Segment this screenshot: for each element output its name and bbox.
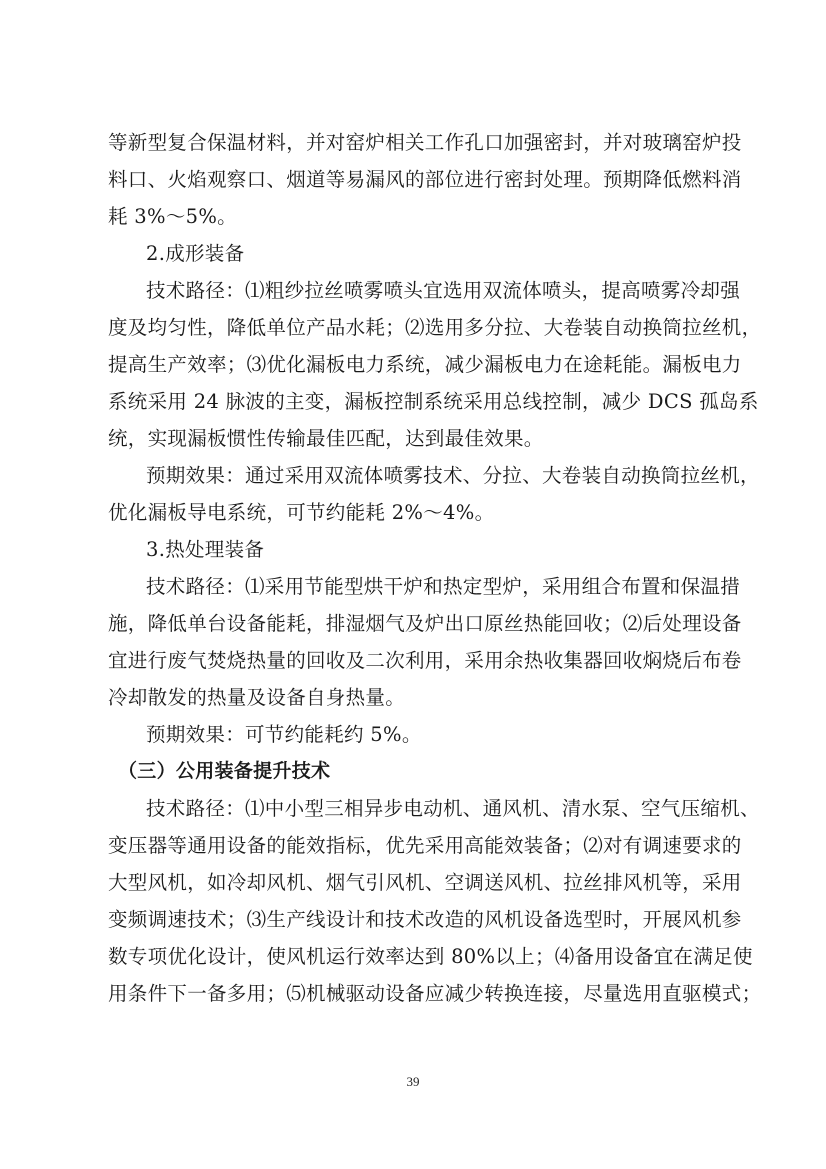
text-line: 施，降低单台设备能耗，排湿烟气及炉出口原丝热能回收；⑵后处理设备 (108, 612, 742, 635)
text-line: 用条件下一备多用；⑸机械驱动设备应减少转换连接，尽量选用直驱模式； (108, 982, 762, 1005)
text-line: 预期效果：可节约能耗约 5%。 (146, 723, 422, 746)
text-line: 统，实现漏板惯性传输最佳匹配，达到最佳效果。 (108, 427, 544, 450)
text-line: 数专项优化设计，使风机运行效率达到 80%以上；⑷备用设备宜在满足使 (108, 945, 753, 968)
text-line: 变压器等通用设备的能效指标，优先采用高能效装备；⑵对有调速要求的 (108, 834, 742, 857)
text-line: 料口、火焰观察口、烟道等易漏风的部位进行密封处理。预期降低燃料消 (108, 168, 742, 191)
section-subheading: 2.成形装备 (146, 242, 245, 265)
text-line: 优化漏板导电系统，可节约能耗 2%～4%。 (108, 501, 495, 524)
text-line: 度及均匀性，降低单位产品水耗；⑵选用多分拉、大卷装自动换筒拉丝机， (108, 316, 762, 339)
text-line: 提高生产效率；⑶优化漏板电力系统，减少漏板电力在途耗能。漏板电力 (108, 353, 742, 376)
section-subheading: 3.热处理装备 (146, 538, 265, 561)
text-line: 宜进行废气焚烧热量的回收及二次利用，采用余热收集器回收焖烧后布卷 (108, 649, 742, 672)
section-heading: （三）公用装备提升技术 (118, 760, 331, 782)
text-line: 等新型复合保温材料，并对窑炉相关工作孔口加强密封，并对玻璃窑炉投 (108, 131, 742, 154)
text-line: 耗 3%～5%。 (108, 205, 237, 228)
text-line: 大型风机，如冷却风机、烟气引风机、空调送风机、拉丝排风机等，采用 (108, 871, 742, 894)
text-line: 系统采用 24 脉波的主变，漏板控制系统采用总线控制，减少 DCS 孤岛系 (108, 390, 759, 413)
text-line: 技术路径：⑴中小型三相异步电动机、通风机、清水泵、空气压缩机、 (146, 797, 760, 820)
text-line: 技术路径：⑴粗纱拉丝喷雾喷头宜选用双流体喷头，提高喷雾冷却强 (146, 279, 741, 302)
text-line: 预期效果：通过采用双流体喷雾技术、分拉、大卷装自动换筒拉丝机， (146, 464, 760, 487)
text-line: 变频调速技术；⑶生产线设计和技术改造的风机设备选型时，开展风机参 (108, 908, 742, 931)
page-number: 39 (406, 1074, 420, 1089)
text-line: 技术路径：⑴采用节能型烘干炉和热定型炉，采用组合布置和保温措 (146, 575, 741, 598)
document-body (108, 124, 762, 1012)
text-line: 冷却散发的热量及设备自身热量。 (108, 686, 406, 709)
